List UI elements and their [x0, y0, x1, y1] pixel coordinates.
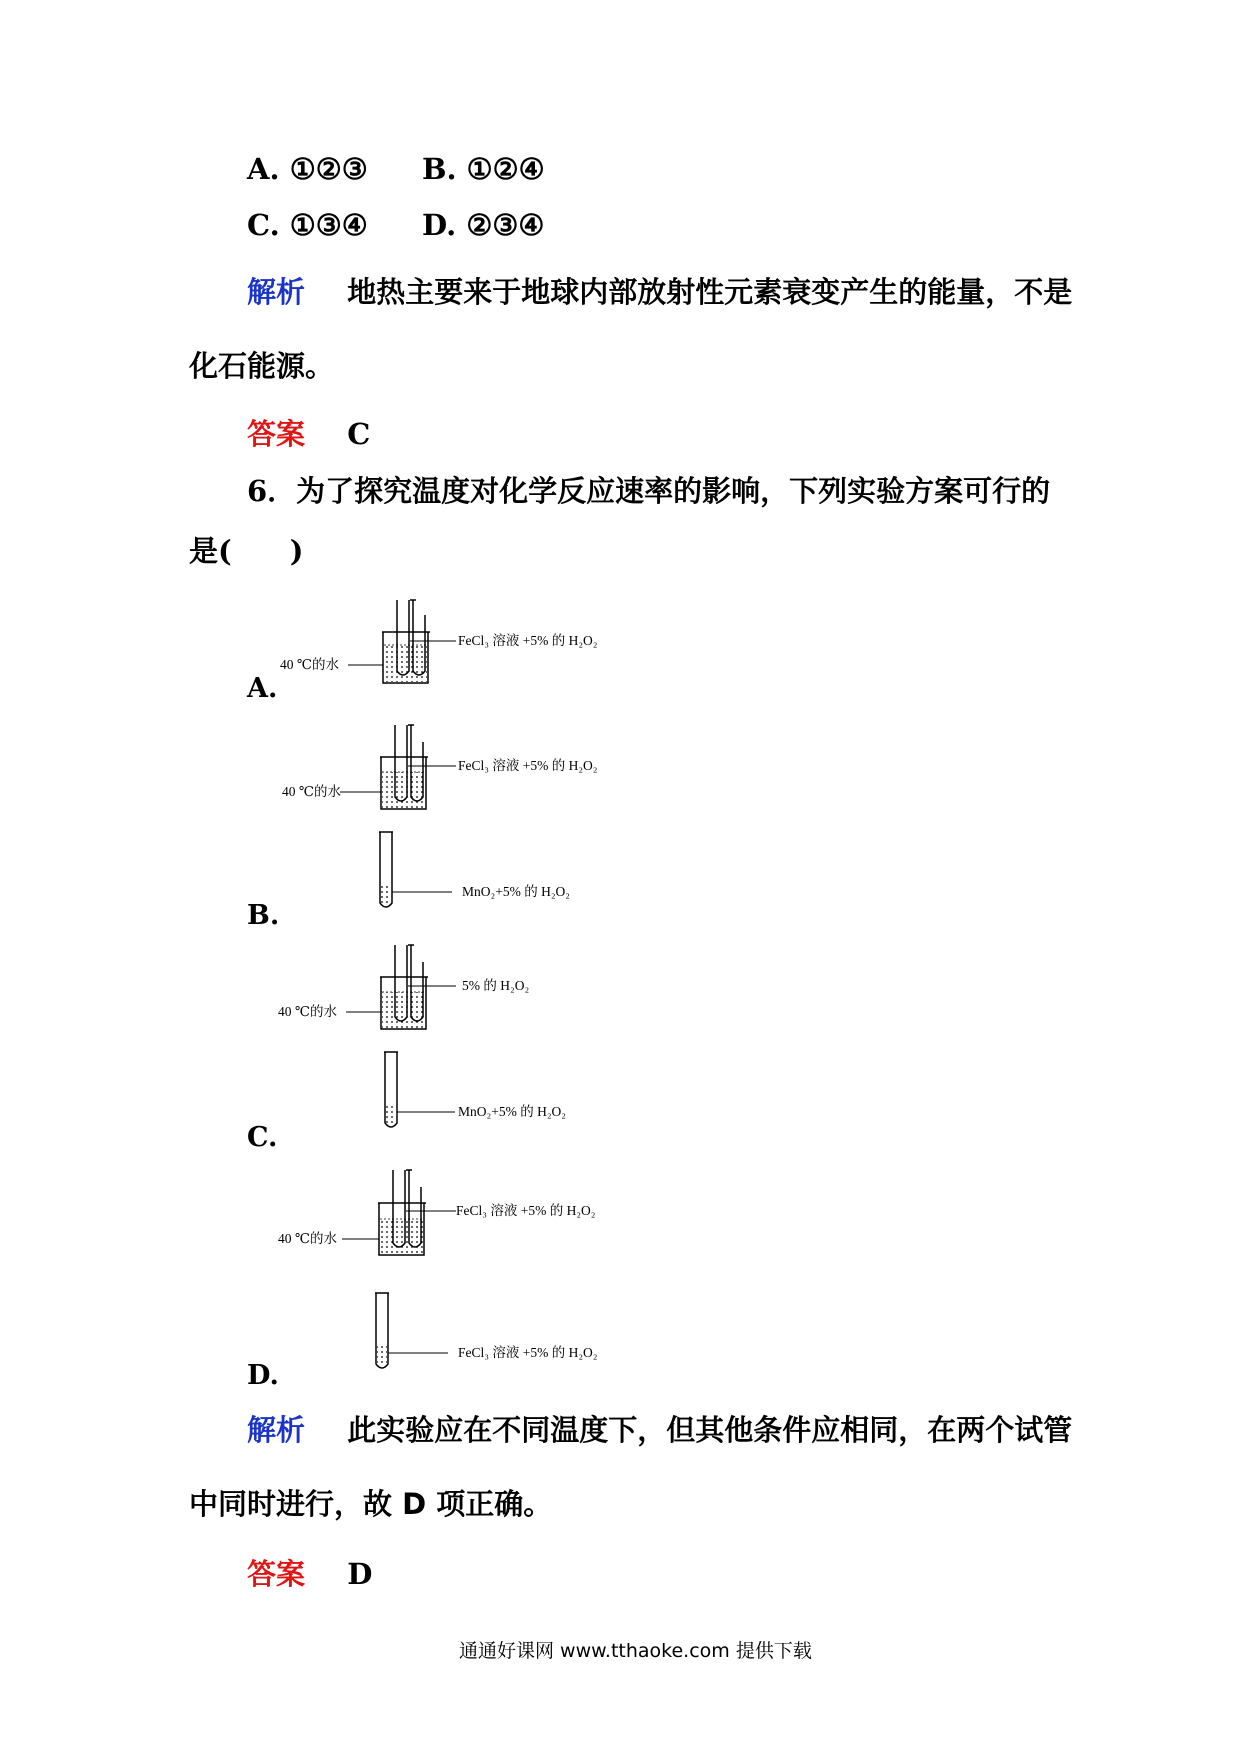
- answer-label: 答案: [247, 417, 306, 451]
- beaker-tube-label: 5% 的 H₂O₂: [462, 978, 530, 993]
- answer-label: 答案: [247, 1557, 306, 1591]
- tube-label: FeCl₃ 溶液 +5% 的 H₂O₂: [458, 1345, 598, 1360]
- answer-value: D: [347, 1557, 373, 1591]
- option-c-letter: C.: [247, 1122, 278, 1153]
- standalone-test-tube: [379, 832, 393, 907]
- option-b-value: ①②④: [466, 152, 545, 186]
- analysis-label: 解析: [247, 275, 306, 309]
- prev-options-row-2: [247, 208, 545, 242]
- question-6-stem-line-1: 6．为了探究温度对化学反应速率的影响，下列实验方案可行的: [247, 474, 1051, 508]
- beaker: [380, 977, 428, 1029]
- beaker-water-label: 40 ℃的水: [278, 1231, 337, 1246]
- option-d-apparatus: [270, 1165, 630, 1385]
- option-a-value: ①②③: [289, 152, 368, 186]
- beaker-water-label: 40 ℃的水: [278, 1004, 337, 1019]
- tube-label: MnO₂+5% 的 H₂O₂: [458, 1104, 566, 1119]
- tube-label: MnO₂+5% 的 H₂O₂: [462, 884, 570, 899]
- option-c-apparatus: [270, 940, 630, 1145]
- option-b-apparatus: [270, 720, 630, 925]
- option-c-letter: C.: [247, 208, 280, 242]
- analysis-text-cont: 中同时进行，故 D 项正确。: [189, 1487, 553, 1521]
- standalone-test-tube: [375, 1293, 389, 1368]
- option-a-letter: A.: [247, 152, 280, 186]
- prev-analysis-line-2: [189, 349, 335, 383]
- footer-credit: 通通好课网 www.tthaoke.com 提供下载: [459, 1640, 812, 1662]
- beaker-tube-label: FeCl₃ 溶液 +5% 的 H₂O₂: [456, 1203, 596, 1218]
- option-c-value: ①③④: [289, 208, 368, 242]
- question-6-stem-line-2: 是( ): [189, 534, 304, 568]
- answer-value: C: [347, 417, 371, 451]
- prev-analysis-line-1: [247, 275, 1073, 309]
- standalone-test-tube: [384, 1052, 398, 1127]
- analysis-text-cont: 化石能源。: [189, 349, 335, 383]
- option-a-apparatus: [270, 595, 630, 690]
- q6-analysis-line-2: [189, 1487, 553, 1521]
- beaker-water-label: 40 ℃的水: [282, 784, 341, 799]
- option-a-letter: A.: [247, 673, 278, 704]
- analysis-text: 地热主要来于地球内部放射性元素衰变产生的能量，不是: [347, 275, 1073, 309]
- option-d-letter: D.: [422, 208, 457, 242]
- option-b-letter: B.: [421, 152, 457, 186]
- q6-answer: [247, 1557, 373, 1591]
- beaker-tube-label: FeCl₃ 溶液 +5% 的 H₂O₂: [458, 633, 598, 648]
- beaker-tube-label: FeCl₃ 溶液 +5% 的 H₂O₂: [458, 758, 598, 773]
- analysis-text: 此实验应在不同温度下，但其他条件应相同，在两个试管: [347, 1413, 1073, 1447]
- prev-answer: [247, 417, 371, 451]
- option-d-letter: D.: [247, 1360, 279, 1391]
- prev-options-row-1: [247, 152, 545, 186]
- beaker: [382, 632, 430, 683]
- option-d-value: ②③④: [466, 208, 545, 242]
- q6-analysis-line-1: [247, 1413, 1073, 1447]
- beaker: [380, 757, 428, 809]
- analysis-label: 解析: [247, 1413, 306, 1447]
- beaker-water-label: 40 ℃的水: [280, 657, 339, 672]
- option-b-letter: B.: [247, 900, 280, 931]
